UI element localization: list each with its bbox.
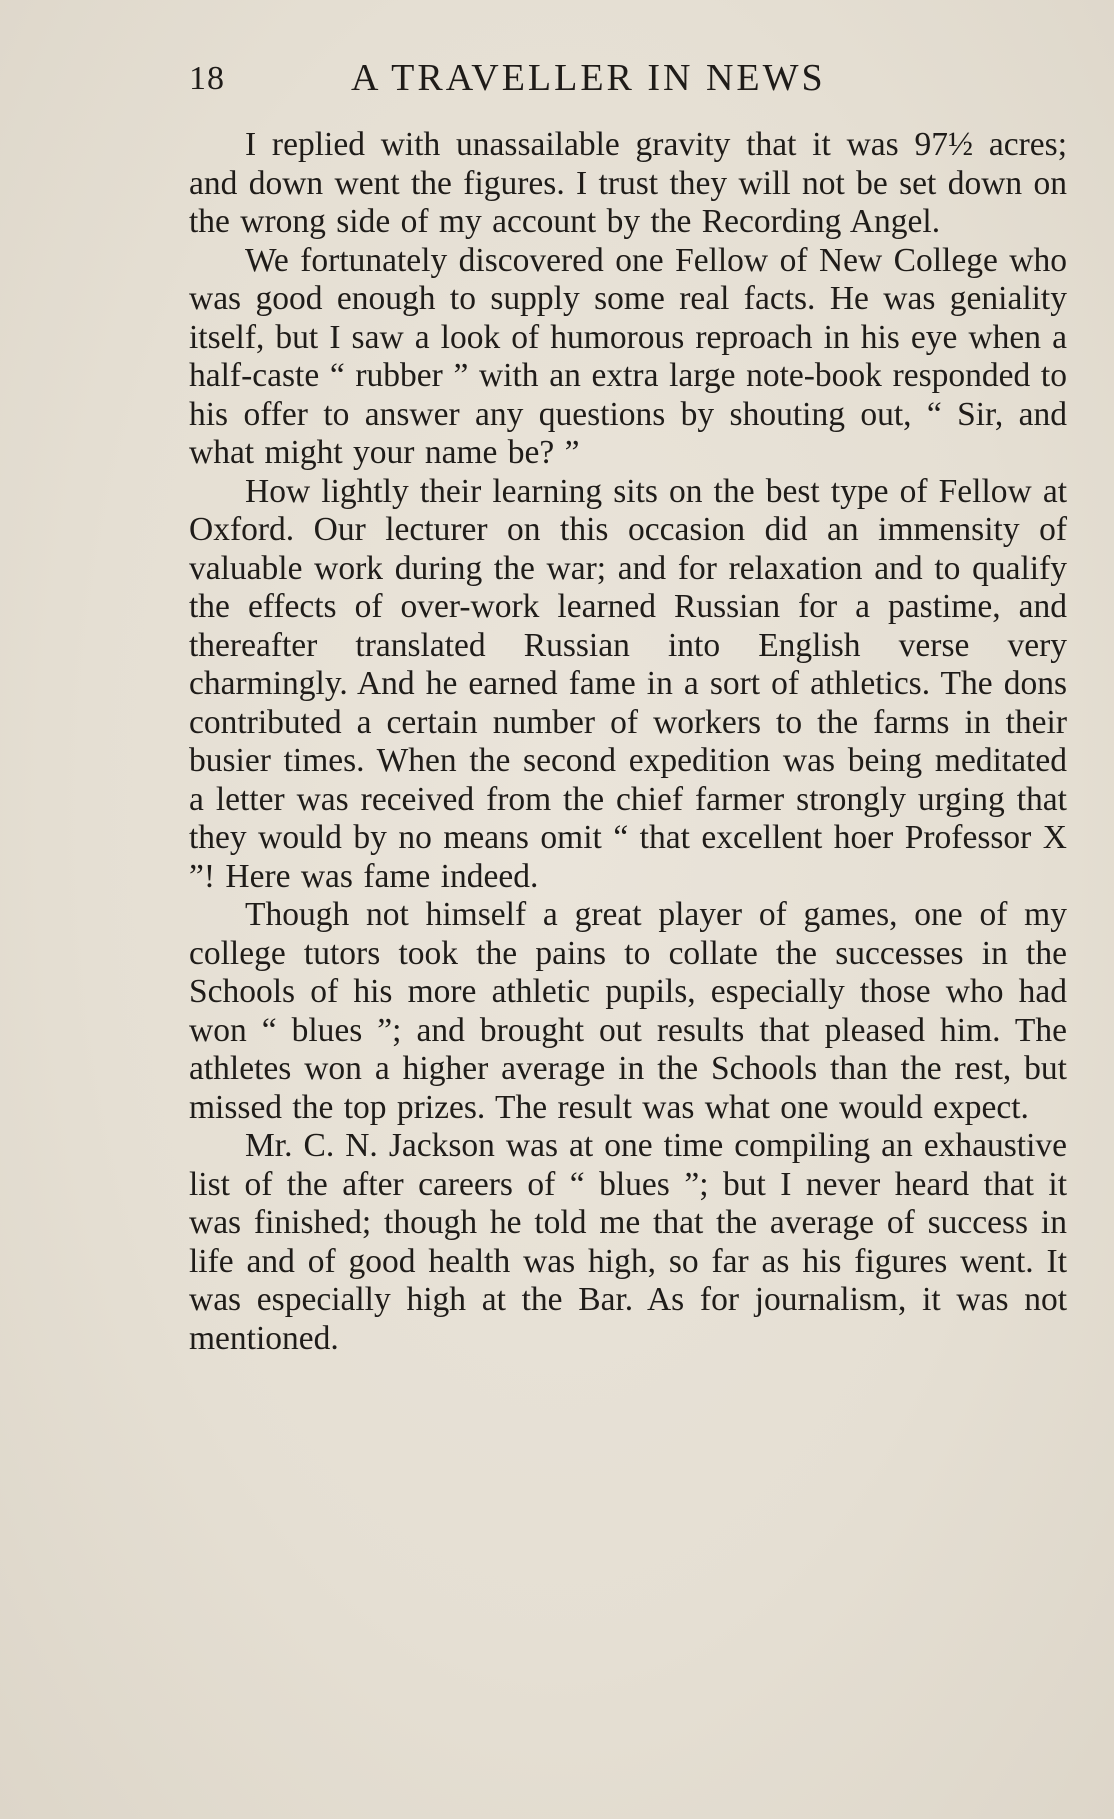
paragraph-1: I replied with unassailable gravity that it was 97½ acres; and down went the figures. I trust they will not be set down on the wrong side of my account by the Recording Angel. [189,126,1067,240]
running-title: A TRAVELLER IN NEWS [351,57,826,99]
paragraph-4: Though not himself a great player of games, one of my college tutors took the pains to collate the successes in the Schools of his more athletic pupils, especially those who had won “ blues ”; and brought out results that pleased him. The athletes won a higher average in the Schools than the rest, but missed the top prizes. The result was what one would expect. [189,896,1067,1126]
page-number: 18 [189,60,225,97]
paragraph-2: We fortunately discovered one Fellow of New College who was good enough to supply some real facts. He was geniality itself, but I saw a look of humorous reproach in his eye when a half-caste “ rubber ” with an extra large note-book responded to his offer to answer any questions by shouting out, “ Sir, and what might your name be? ” [189,241,1067,471]
body-text [189,126,1067,1358]
paragraph-5: Mr. C. N. Jackson was at one time compiling an exhaustive list of the after careers of “ blues ”; but I never heard that it was finished; though he told me that the average of success in life and of good health was high, so far as his figures went. It was especially high at the Bar. As for journalism, it was not mentioned. [189,1127,1067,1357]
page-header [189,56,1067,104]
paragraph-3: How lightly their learning sits on the best type of Fellow at Oxford. Our lecturer on this occasion did an immensity of valuable work during the war; and for relaxation and to qualify the effects of over-work learned Russian for a pastime, and thereafter translated Russian into English verse very charmingly. And he earned fame in a sort of athletics. The dons contributed a certain number of workers to the farms in their busier times. When the second expedition was being meditated a letter was received from the chief farmer strongly urging that they would by no means omit “ that excellent hoer Professor X ”! Here was fame indeed. [189,472,1067,895]
